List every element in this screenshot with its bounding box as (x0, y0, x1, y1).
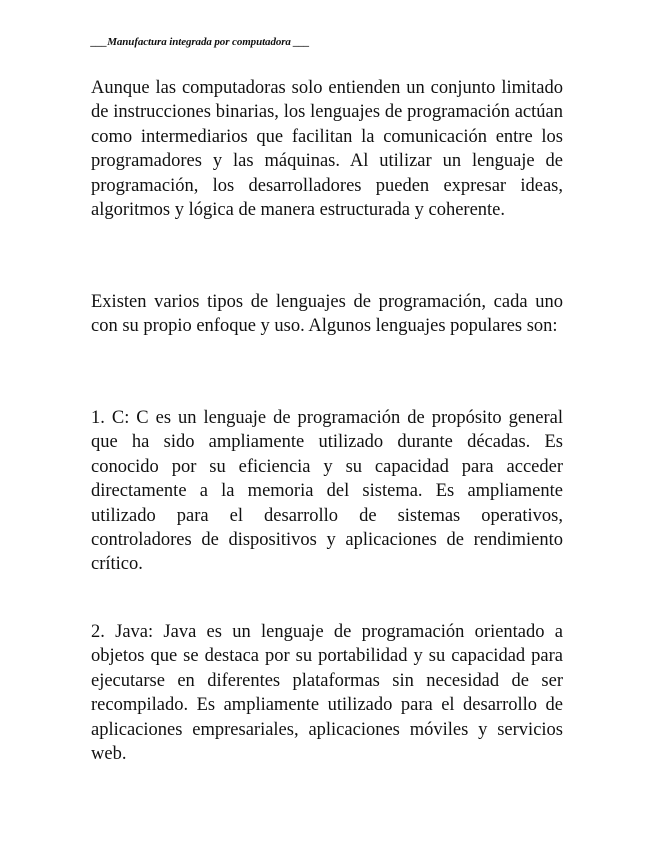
paragraph-intro: Aunque las computadoras solo entienden un conjunto limitado de instrucciones binarias, los lenguajes de programación actúan como intermediarios que facilitan la comunicación entre los programadores y las máquinas. Al utilizar un lenguaje de programación, los desarrolladores pueden expresar ideas, algoritmos y lógica de manera estructurada y coherente. (91, 78, 563, 221)
paragraph-types: Existen varios tipos de lenguajes de programación, cada uno con su propio enfoque y uso. Algunos lenguajes populares son: (91, 292, 563, 337)
running-header: ___Manufactura integrada por computadora ___ (91, 36, 310, 48)
paragraph-language-c: 1. C: C es un lenguaje de programación de propósito general que ha sido ampliamente utilizado durante décadas. Es conocido por su eficiencia y su capacidad para acceder directamente a la memoria del sistema. Es ampliamente utilizado para el desarrollo de sistemas operativos, controladores de dispositivos y aplicaciones de rendimiento crítico. (91, 408, 563, 575)
paragraph-language-java: 2. Java: Java es un lenguaje de programación orientado a objetos que se destaca por su portabilidad y su capacidad para ejecutarse en diferentes plataformas sin necesidad de ser recompilado. Es ampliamente utilizado para el desarrollo de aplicaciones empresariales, aplicaciones móviles y servicios web. (91, 622, 563, 765)
